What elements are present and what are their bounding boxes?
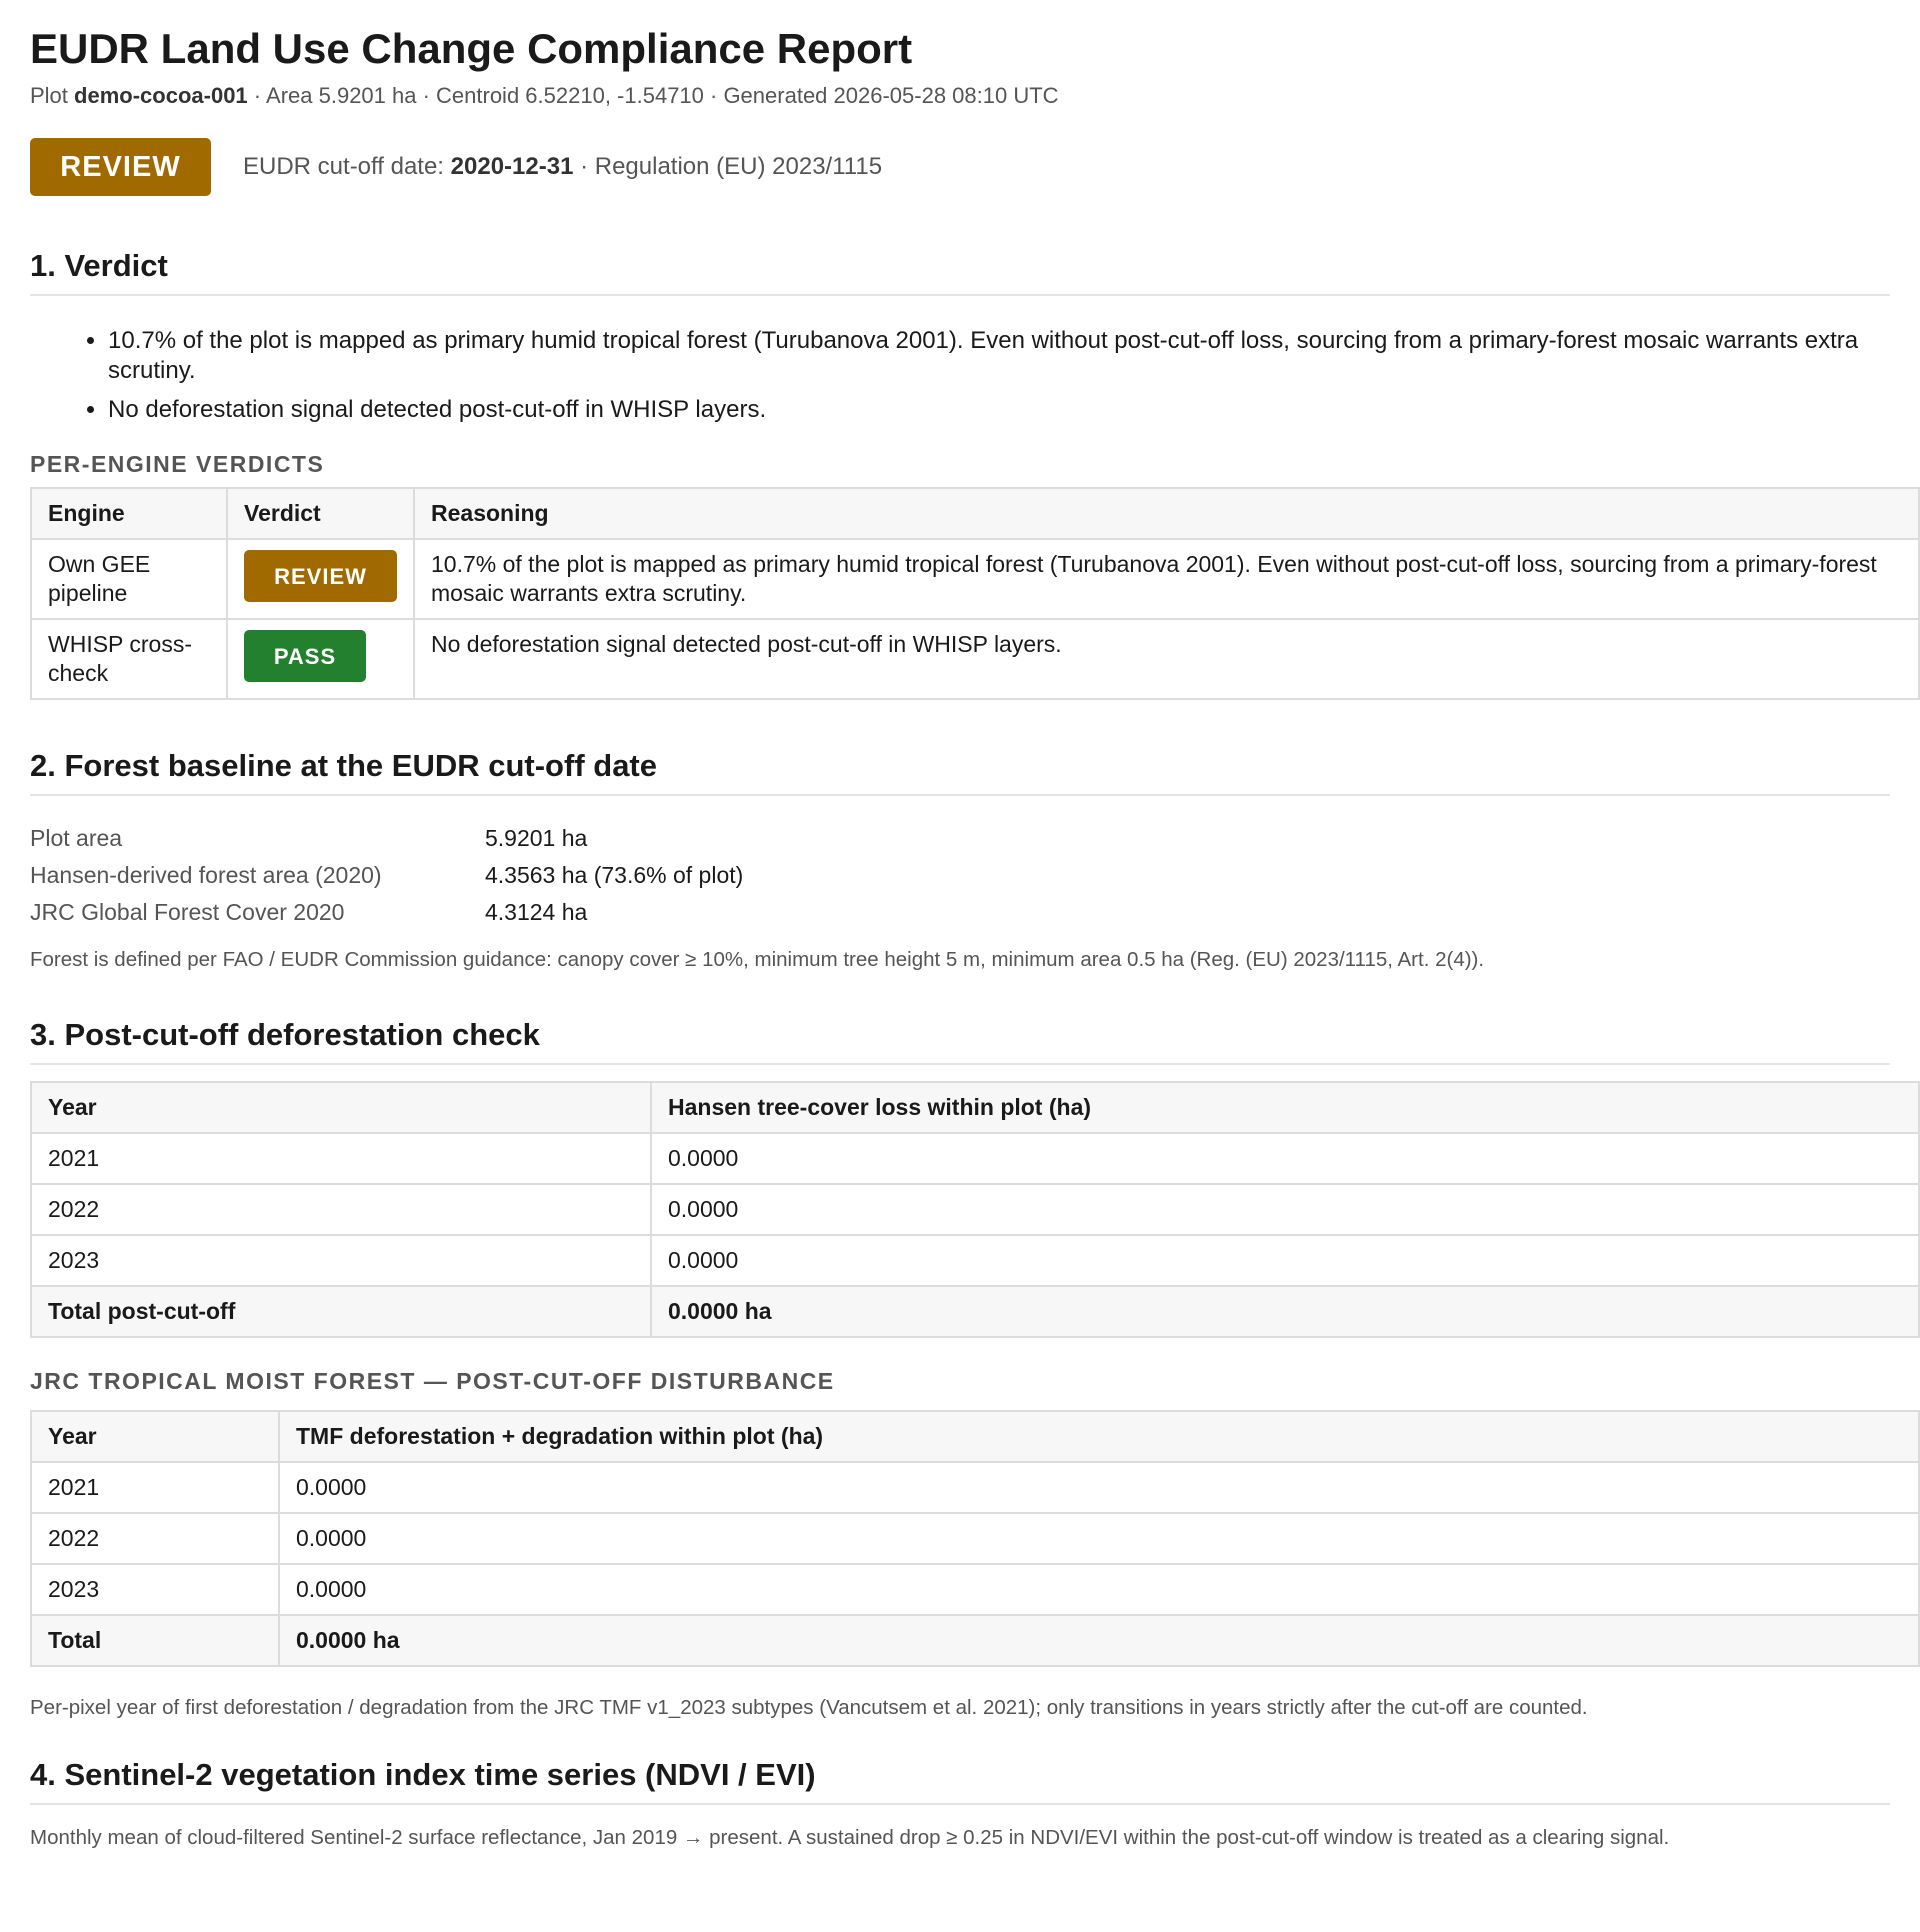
section-heading-baseline: 2. Forest baseline at the EUDR cut-off date bbox=[30, 746, 1890, 796]
baseline-label: JRC Global Forest Cover 2020 bbox=[30, 899, 345, 925]
year-cell: 2021 bbox=[31, 1462, 279, 1513]
value-cell: 0.0000 bbox=[651, 1184, 1919, 1235]
value-cell: 0.0000 bbox=[279, 1462, 1919, 1513]
engine-verdict-cell bbox=[227, 619, 414, 699]
table-total-row bbox=[31, 1286, 1919, 1337]
report-meta bbox=[30, 82, 1890, 110]
report-meta-rest: · Area 5.9201 ha · Centroid 6.52210, -1.54710 · Generated 2026-05-28 08:10 UTC bbox=[253, 83, 1059, 108]
verdict-bullet-list bbox=[30, 326, 1890, 425]
column-header: Engine bbox=[31, 488, 227, 539]
table-header-row bbox=[31, 1082, 1919, 1133]
plot-prefix: Plot bbox=[30, 83, 68, 108]
section-verdict bbox=[30, 246, 1890, 700]
baseline-value: 5.9201 ha bbox=[485, 825, 588, 851]
cutoff-suffix: · Regulation (EU) 2023/1115 bbox=[580, 153, 883, 180]
value-cell: 0.0000 bbox=[651, 1235, 1919, 1286]
status-badge: REVIEW bbox=[30, 138, 211, 196]
engine-verdicts-table bbox=[30, 487, 1920, 700]
hansen-loss-table bbox=[30, 1081, 1920, 1338]
year-cell: 2022 bbox=[31, 1513, 279, 1564]
verdict-bullet: • No deforestation signal detected post-cut-off in WHISP layers. bbox=[108, 395, 1890, 425]
total-value: 0.0000 ha bbox=[651, 1286, 1919, 1337]
baseline-label: Hansen-derived forest area (2020) bbox=[30, 862, 382, 888]
baseline-label: Plot area bbox=[30, 825, 123, 851]
baseline-row bbox=[30, 857, 1890, 894]
column-header: Verdict bbox=[227, 488, 414, 539]
cutoff-prefix: EUDR cut-off date: bbox=[243, 153, 444, 180]
table-header-row bbox=[31, 1411, 1919, 1462]
section-baseline bbox=[30, 746, 1890, 973]
table-row bbox=[31, 1564, 1919, 1615]
baseline-list bbox=[30, 820, 1890, 931]
column-header: Year bbox=[31, 1411, 279, 1462]
cutoff-info bbox=[243, 153, 882, 181]
section-heading-sentinel: 4. Sentinel-2 vegetation index time series (NDVI / EVI) bbox=[30, 1755, 1890, 1805]
tmf-subheading: JRC TROPICAL MOIST FOREST — POST-CUT-OFF DISTURBANCE bbox=[30, 1368, 835, 1394]
column-header: Reasoning bbox=[414, 488, 1919, 539]
year-cell: 2023 bbox=[31, 1235, 651, 1286]
table-row bbox=[31, 1513, 1919, 1564]
tmf-disturbance-table bbox=[30, 1410, 1920, 1667]
section-sentinel bbox=[30, 1755, 1890, 1851]
table-row bbox=[31, 619, 1919, 699]
baseline-row bbox=[30, 820, 1890, 857]
baseline-value: 4.3563 ha (73.6% of plot) bbox=[485, 862, 744, 888]
engine-name: WHISP cross-check bbox=[31, 619, 227, 699]
status-row bbox=[30, 138, 1890, 196]
year-cell: 2023 bbox=[31, 1564, 279, 1615]
baseline-row bbox=[30, 894, 1890, 931]
column-header: TMF deforestation + degradation within plot (ha) bbox=[279, 1411, 1919, 1462]
section-heading-postcutoff: 3. Post-cut-off deforestation check bbox=[30, 1015, 1890, 1065]
pass-badge: PASS bbox=[244, 630, 366, 682]
sentinel-method-note: Monthly mean of cloud-filtered Sentinel-2 surface reflectance, Jan 2019 → present. A sustained drop ≥ 0.25 in NDVI/EVI within the post-cut-off window is treated as a clearing signal. bbox=[30, 1826, 1670, 1849]
year-cell: 2022 bbox=[31, 1184, 651, 1235]
table-header-row bbox=[31, 488, 1919, 539]
engine-verdict-cell bbox=[227, 539, 414, 619]
section-heading-verdict: 1. Verdict bbox=[30, 246, 1890, 296]
baseline-value: 4.3124 ha bbox=[485, 899, 588, 925]
total-label: Total post-cut-off bbox=[31, 1286, 651, 1337]
section-postcutoff bbox=[30, 1015, 1890, 1721]
tmf-method-note: Per-pixel year of first deforestation / degradation from the JRC TMF v1_2023 subtypes (Vancutsem et al. 2021); only transitions in years strictly after the cut-off are counted. bbox=[30, 1696, 1588, 1719]
table-row bbox=[31, 1462, 1919, 1513]
plot-id: demo-cocoa-001 bbox=[74, 83, 248, 108]
engine-reasoning: No deforestation signal detected post-cut-off in WHISP layers. bbox=[414, 619, 1919, 699]
forest-definition-note: Forest is defined per FAO / EUDR Commission guidance: canopy cover ≥ 10%, minimum tree height 5 m, minimum area 0.5 ha (Reg. (EU) 2023/1115, Art. 2(4)). bbox=[30, 948, 1485, 971]
engine-name: Own GEE pipeline bbox=[31, 539, 227, 619]
value-cell: 0.0000 bbox=[279, 1513, 1919, 1564]
value-cell: 0.0000 bbox=[651, 1133, 1919, 1184]
page-title: EUDR Land Use Change Compliance Report bbox=[30, 25, 913, 72]
table-total-row bbox=[31, 1615, 1919, 1666]
cutoff-date: 2020-12-31 bbox=[450, 153, 574, 180]
review-badge: REVIEW bbox=[244, 550, 397, 602]
table-row bbox=[31, 1133, 1919, 1184]
column-header: Hansen tree-cover loss within plot (ha) bbox=[651, 1082, 1919, 1133]
table-row bbox=[31, 1235, 1919, 1286]
total-value: 0.0000 ha bbox=[279, 1615, 1919, 1666]
column-header: Year bbox=[31, 1082, 651, 1133]
total-label: Total bbox=[31, 1615, 279, 1666]
table-row bbox=[31, 539, 1919, 619]
year-cell: 2021 bbox=[31, 1133, 651, 1184]
engines-subheading: PER-ENGINE VERDICTS bbox=[30, 451, 325, 477]
value-cell: 0.0000 bbox=[279, 1564, 1919, 1615]
table-row bbox=[31, 1184, 1919, 1235]
verdict-bullet: • 10.7% of the plot is mapped as primary humid tropical forest (Turubanova 2001). Even without post-cut-off loss, sourcing from a primary-forest mosaic warrants extra scrutiny. bbox=[108, 326, 1890, 386]
engine-reasoning: 10.7% of the plot is mapped as primary humid tropical forest (Turubanova 2001). Even without post-cut-off loss, sourcing from a primary-forest mosaic warrants extra scrutiny. bbox=[414, 539, 1919, 619]
